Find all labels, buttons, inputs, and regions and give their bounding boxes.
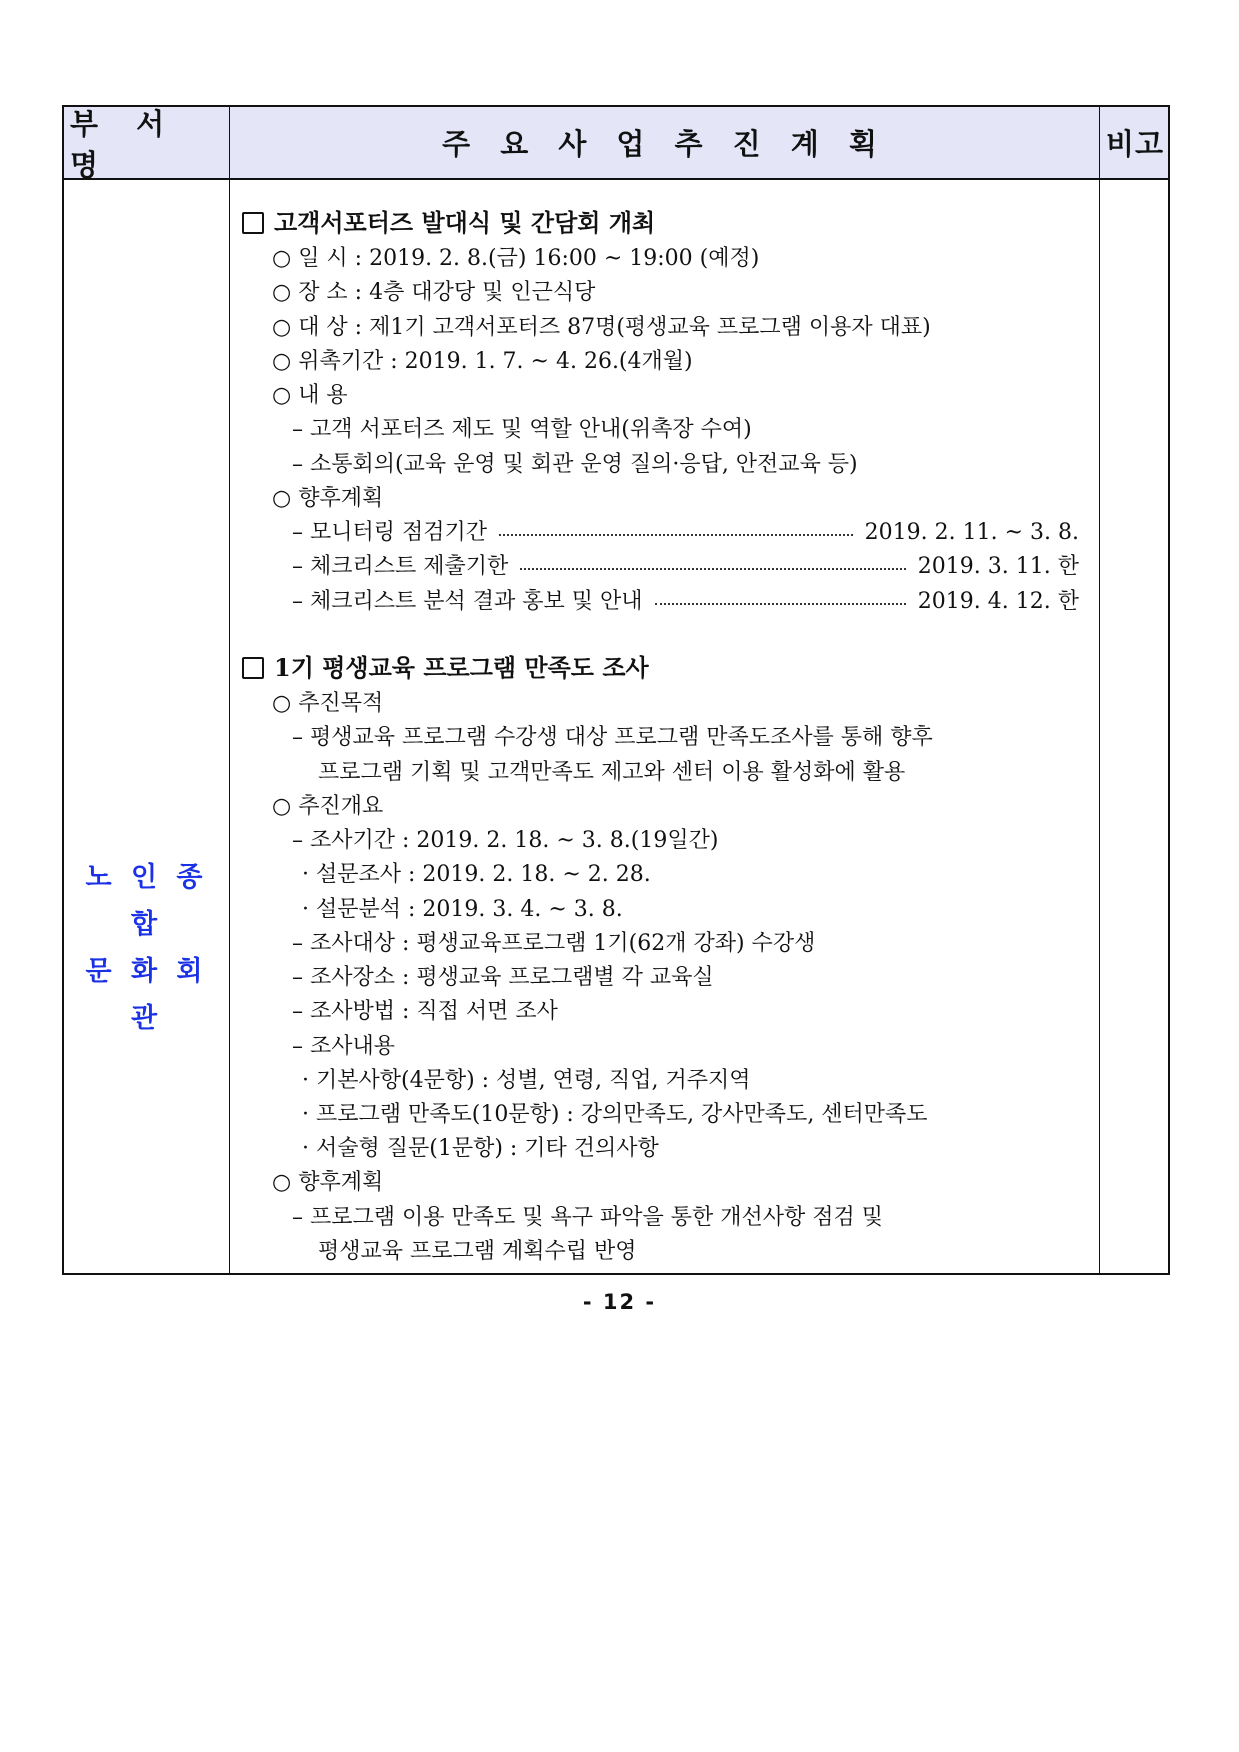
survey-content: – 조사내용 — [292, 1033, 396, 1059]
survey-subitem: · 설문분석 : 2019. 3. 4. ~ 3. 8. — [302, 896, 623, 922]
future-label: ○ 향후계획 — [272, 1170, 384, 1196]
section-title: 고객서포터즈 발대식 및 간담회 개최 — [274, 208, 656, 238]
event-place: ○ 장 소 : 4층 대강당 및 인근식당 — [272, 280, 596, 306]
purpose-text: 프로그램 기획 및 고객만족도 제고와 센터 이용 활성화에 활용 — [318, 759, 906, 785]
survey-target: – 조사대상 : 평생교육프로그램 1기(62개 강좌) 수강생 — [292, 930, 816, 956]
content-label: ○ 내 용 — [272, 383, 348, 409]
column-divider — [229, 107, 230, 1273]
schedule-value: 2019. 4. 12. 한 — [917, 588, 1079, 614]
schedule-label: – 체크리스트 분석 결과 홍보 및 안내 — [292, 588, 643, 614]
section-heading — [242, 653, 649, 683]
schedule-row — [292, 587, 1079, 617]
schedule-value: 2019. 3. 11. 한 — [917, 554, 1079, 580]
leader-dots — [499, 534, 853, 536]
content-subitem: · 서술형 질문(1문항) : 기타 건의사항 — [302, 1136, 659, 1162]
section-heading — [242, 208, 655, 238]
checkbox-icon — [242, 657, 264, 679]
event-target: ○ 대 상 : 제1기 고객서포터즈 87명(평생교육 프로그램 이용자 대표) — [272, 314, 931, 340]
schedule-row — [292, 518, 1079, 548]
plan-table — [62, 105, 1170, 1275]
event-period: ○ 위촉기간 : 2019. 1. 7. ~ 4. 26.(4개월) — [272, 348, 693, 374]
schedule-value: 2019. 2. 11. ~ 3. 8. — [864, 520, 1079, 546]
content-subitem: · 프로그램 만족도(10문항) : 강의만족도, 강사만족도, 센터만족도 — [302, 1102, 928, 1128]
survey-place: – 조사장소 : 평생교육 프로그램별 각 교육실 — [292, 965, 714, 991]
checkbox-icon — [242, 212, 264, 234]
event-date: ○ 일 시 : 2019. 2. 8.(금) 16:00 ~ 19:00 (예정) — [272, 246, 760, 272]
schedule-label: – 모니터링 점검기간 — [292, 520, 488, 546]
header-note: 비고 — [1105, 127, 1165, 161]
column-divider — [1099, 107, 1100, 1273]
content-subitem: · 기본사항(4문항) : 성별, 연령, 직업, 거주지역 — [302, 1067, 751, 1093]
header-dept: 부 서 명 — [70, 106, 179, 182]
leader-dots — [655, 603, 906, 605]
survey-subitem: · 설문조사 : 2019. 2. 18. ~ 2. 28. — [302, 862, 651, 888]
department-name — [64, 854, 229, 1042]
schedule-label: – 체크리스트 제출기한 — [292, 554, 509, 580]
content-item: – 고객 서포터즈 제도 및 역할 안내(위촉장 수여) — [292, 417, 752, 443]
purpose-label: ○ 추진목적 — [272, 691, 384, 717]
survey-method: – 조사방법 : 직접 서면 조사 — [292, 999, 558, 1025]
content-item: – 소통회의(교육 운영 및 회관 운영 질의·응답, 안전교육 등) — [292, 451, 858, 477]
future-text: 평생교육 프로그램 계획수립 반영 — [318, 1238, 637, 1264]
leader-dots — [520, 568, 906, 570]
future-label: ○ 향후계획 — [272, 485, 384, 511]
future-text: – 프로그램 이용 만족도 및 욕구 파악을 통한 개선사항 점검 및 — [292, 1204, 883, 1230]
section-title: 1기 평생교육 프로그램 만족도 조사 — [274, 653, 649, 683]
department-line: 문 화 회 관 — [85, 956, 208, 1034]
overview-label: ○ 추진개요 — [272, 793, 384, 819]
purpose-text: – 평생교육 프로그램 수강생 대상 프로그램 만족도조사를 통해 향후 — [292, 725, 933, 751]
department-line: 노 인 종 합 — [85, 862, 208, 940]
survey-period: – 조사기간 : 2019. 2. 18. ~ 3. 8.(19일간) — [292, 828, 719, 854]
schedule-row — [292, 552, 1079, 582]
page-number: - 12 - — [582, 1290, 657, 1314]
header-plan: 주 요 사 업 추 진 계 획 — [442, 127, 887, 161]
